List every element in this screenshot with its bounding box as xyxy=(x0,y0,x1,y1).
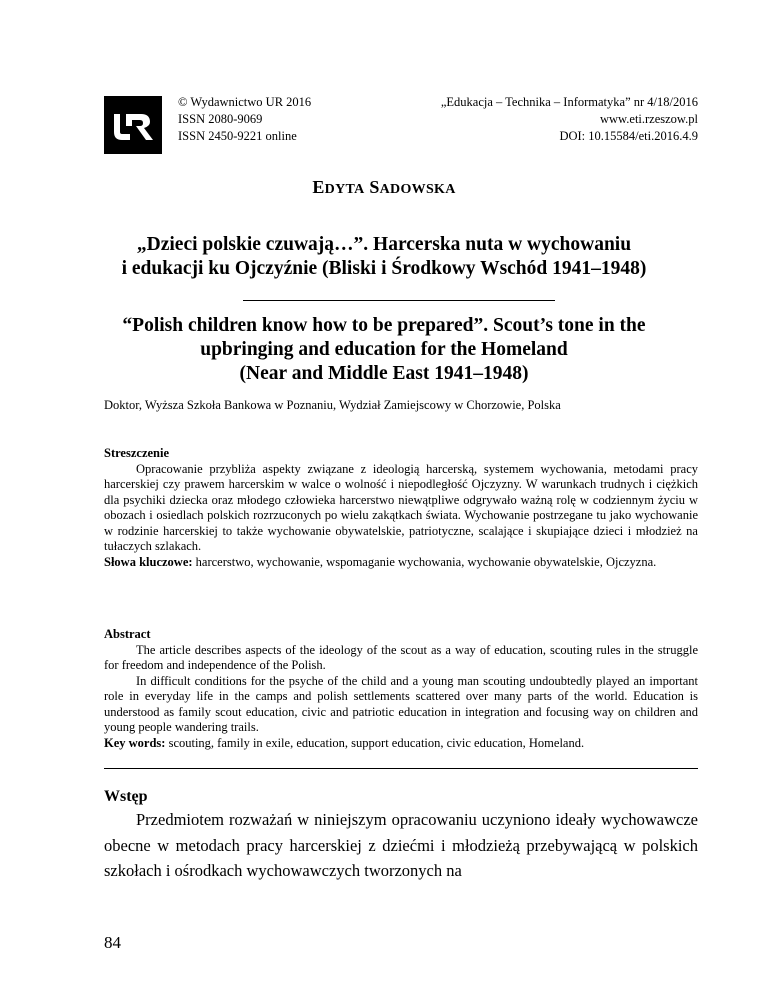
abstract-paragraph-2: In difficult conditions for the psyche of the child and a young man scouting undoubtedly played an important role in everyday life in the camps and polish settlements scattered over many parts of the world. Education is understood as family scout education, civic and patriotic education in integration and focusing way on children and young people wandering trails. xyxy=(104,673,698,734)
title-polish: „Dzieci polskie czuwają…”. Harcerska nuta w wychowaniu i edukacji ku Ojczyźnie (Bliski i Środkowy Wschód 1941–1948) xyxy=(121,234,647,279)
publisher-logo xyxy=(104,96,162,154)
abstract-block xyxy=(104,627,698,751)
author-name: EDYTA SADOWSKA xyxy=(312,177,456,197)
abstract-paragraph-1: The article describes aspects of the ideology of the scout as a way of education, scouting rules in the struggle for freedom and independence of the Polish. xyxy=(104,642,698,672)
author-affiliation: Doktor, Wyższa Szkoła Bankowa w Poznaniu, Wydział Zamiejscowy w Chorzowie, Polska xyxy=(104,398,561,412)
doi: DOI: 10.15584/eti.2016.4.9 xyxy=(559,129,698,143)
section-body: Przedmiotem rozważań w niniejszym opracowaniu uczyniono ideały wychowawcze obecne w metodach pracy harcerskiej z dziećmi i młodzieżą przebywającą w polskich szkołach i ośrodkach wychowawczych tworzonych na xyxy=(104,810,698,880)
streszczenie-block xyxy=(104,446,698,570)
publisher-info xyxy=(178,94,311,145)
ur-logo-icon xyxy=(104,96,162,154)
journal-name: „Edukacja – Technika – Informatyka” nr 4/18/2016 xyxy=(440,95,698,109)
issn-online: ISSN 2450-9221 online xyxy=(178,129,297,143)
title-english: “Polish children know how to be prepared”. Scout’s tone in the upbringing and education for the Homeland (Near and Middle East 1941–1948) xyxy=(122,315,646,384)
section-heading: Wstęp xyxy=(104,788,148,805)
streszczenie-heading: Streszczenie xyxy=(104,446,170,460)
journal-url: www.eti.rzeszow.pl xyxy=(600,112,698,126)
section-separator xyxy=(104,768,698,769)
page-number: 84 xyxy=(104,933,121,952)
streszczenie-text: Opracowanie przybliża aspekty związane z ideologią harcerską, systemem wychowania, metodami pracy harcerskiej czy prawem harcerskim w walce o wolność i niepodległość Ojczyzny. W warunkach trudnych i ciężkich dla psychiki dziecka oraz młodego człowieka harcerstwo niewątpliwe odgrywało ważną rolę w codziennym życiu w obozach i osiedlach polskich rozrzuconych po wielu zakątkach świata. Wychowanie postrzegane tu jako wychowanie w rodzinie harcerskiej to także wychowanie obywatelskie, patriotyczne, scalające i skupiające dzieci i młodzież na tułaczych szlakach. xyxy=(104,461,698,553)
journal-info xyxy=(441,94,698,145)
abstract-heading: Abstract xyxy=(104,627,151,641)
keywords-en: Key words: scouting, family in exile, education, support education, civic education, Homeland. xyxy=(104,735,585,750)
title-divider xyxy=(243,300,555,301)
issn-print: ISSN 2080-9069 xyxy=(178,112,263,126)
copyright-line: © Wydawnictwo UR 2016 xyxy=(178,95,312,109)
keywords-pl: Słowa kluczowe: harcerstwo, wychowanie, wspomaganie wychowania, wychowanie obywatelskie, Ojczyzna. xyxy=(104,554,657,569)
